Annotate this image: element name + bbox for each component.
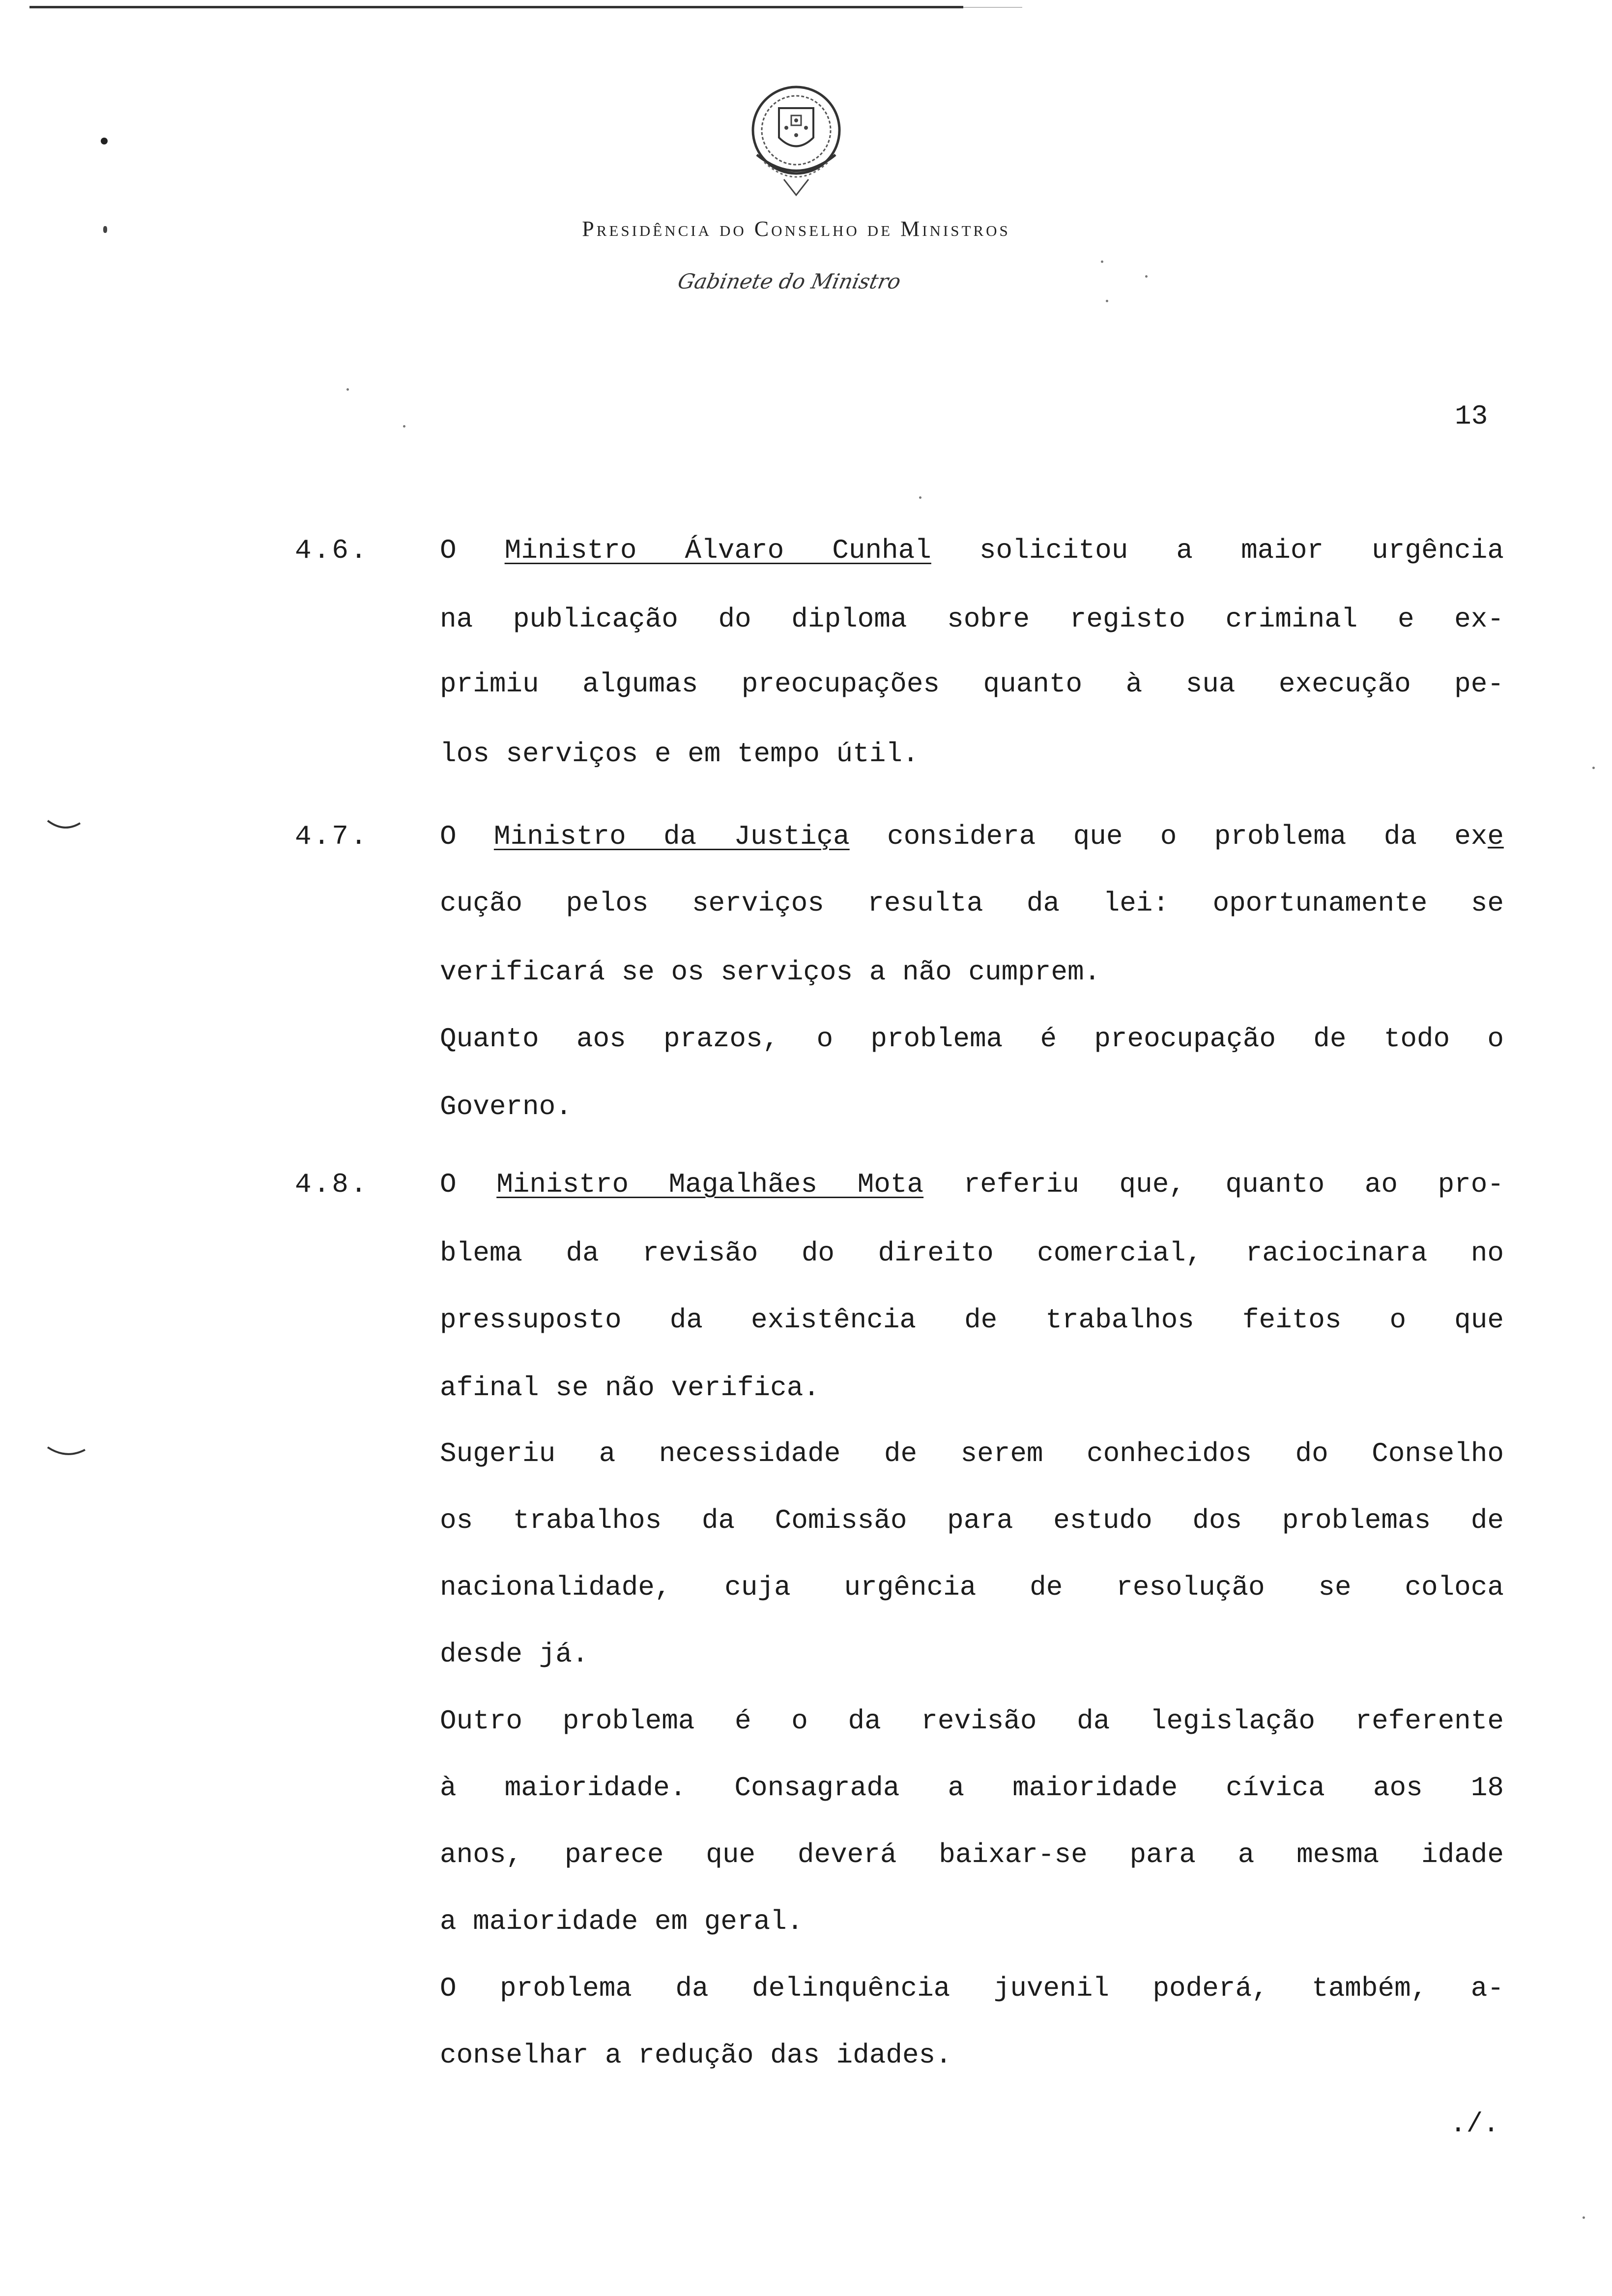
scan-speck bbox=[919, 496, 921, 499]
item-number: 4.8. bbox=[295, 1169, 369, 1200]
scan-speck bbox=[346, 388, 349, 391]
text-line: Outro problema é o da revisão da legislação referente bbox=[440, 1705, 1504, 1737]
text-line: Sugeriu a necessidade de serem conhecidos do Conselho bbox=[440, 1438, 1504, 1469]
margin-curve-mark bbox=[47, 1445, 86, 1460]
header-subtitle: Gabinete do Ministro bbox=[675, 269, 903, 293]
scan-speck bbox=[1101, 260, 1103, 263]
text-line: O problema da delinquência juvenil poderá, também, a- bbox=[440, 1973, 1504, 2004]
scan-speck bbox=[1583, 2216, 1585, 2219]
coat-of-arms-seal bbox=[737, 81, 855, 199]
text-line: os trabalhos da Comissão para estudo dos problemas de bbox=[440, 1505, 1504, 1536]
top-rule-faint bbox=[963, 7, 1022, 8]
top-rule bbox=[29, 6, 963, 8]
minister-name: Ministro Álvaro Cunhal bbox=[504, 535, 931, 566]
scan-speck bbox=[1106, 300, 1108, 302]
text-line: primiu algumas preocupações quanto à sua execução pe- bbox=[440, 668, 1504, 700]
text-line: los serviços e em tempo útil. bbox=[440, 738, 919, 770]
scan-speck bbox=[1145, 275, 1148, 278]
text-line: verificará se os serviços a não cumprem. bbox=[440, 956, 1101, 988]
minister-name: Ministro da Justiça bbox=[493, 821, 850, 852]
text-line: à maioridade. Consagrada a maioridade cívica aos 18 bbox=[440, 1772, 1504, 1804]
scan-speck bbox=[403, 425, 405, 428]
item-number: 4.6. bbox=[295, 535, 369, 566]
text-line: Governo. bbox=[440, 1091, 572, 1122]
text-line: desde já. bbox=[440, 1638, 589, 1670]
text-line: afinal se não verifica. bbox=[440, 1372, 820, 1404]
binding-hole-mark bbox=[103, 226, 107, 233]
header-title: Presidência do Conselho de Ministros bbox=[582, 217, 1010, 241]
text-line: conselhar a redução das idades. bbox=[440, 2039, 952, 2071]
text-line: O Ministro Magalhães Mota referiu que, quanto ao pro- bbox=[440, 1169, 1504, 1200]
text-line: O Ministro Álvaro Cunhal solicitou a maior urgência bbox=[440, 535, 1504, 566]
text-line: a maioridade em geral. bbox=[440, 1906, 804, 1937]
text-line: cução pelos serviços resulta da lei: oportunamente se bbox=[440, 888, 1504, 919]
text-line: blema da revisão do direito comercial, raciocinara no bbox=[440, 1237, 1504, 1269]
text-line: Quanto aos prazos, o problema é preocupação de todo o bbox=[440, 1023, 1504, 1055]
text-line: anos, parece que deverá baixar-se para a mesma idade bbox=[440, 1839, 1504, 1870]
minister-name: Ministro Magalhães Mota bbox=[496, 1169, 924, 1200]
text-line: O Ministro da Justiça considera que o problema da exe̲ bbox=[440, 821, 1504, 852]
scan-speck bbox=[1592, 767, 1595, 769]
text-line: na publicação do diploma sobre registo criminal e ex- bbox=[440, 603, 1504, 635]
page-number: 13 bbox=[1455, 401, 1488, 432]
margin-curve-mark bbox=[47, 818, 81, 833]
item-number: 4.7. bbox=[295, 821, 369, 852]
text-line: nacionalidade, cuja urgência de resolução se coloca bbox=[440, 1572, 1504, 1603]
text-line: pressuposto da existência de trabalhos feitos o que bbox=[440, 1304, 1504, 1336]
binding-hole-mark bbox=[101, 138, 108, 144]
continuation-mark: ./. bbox=[1450, 2108, 1499, 2140]
